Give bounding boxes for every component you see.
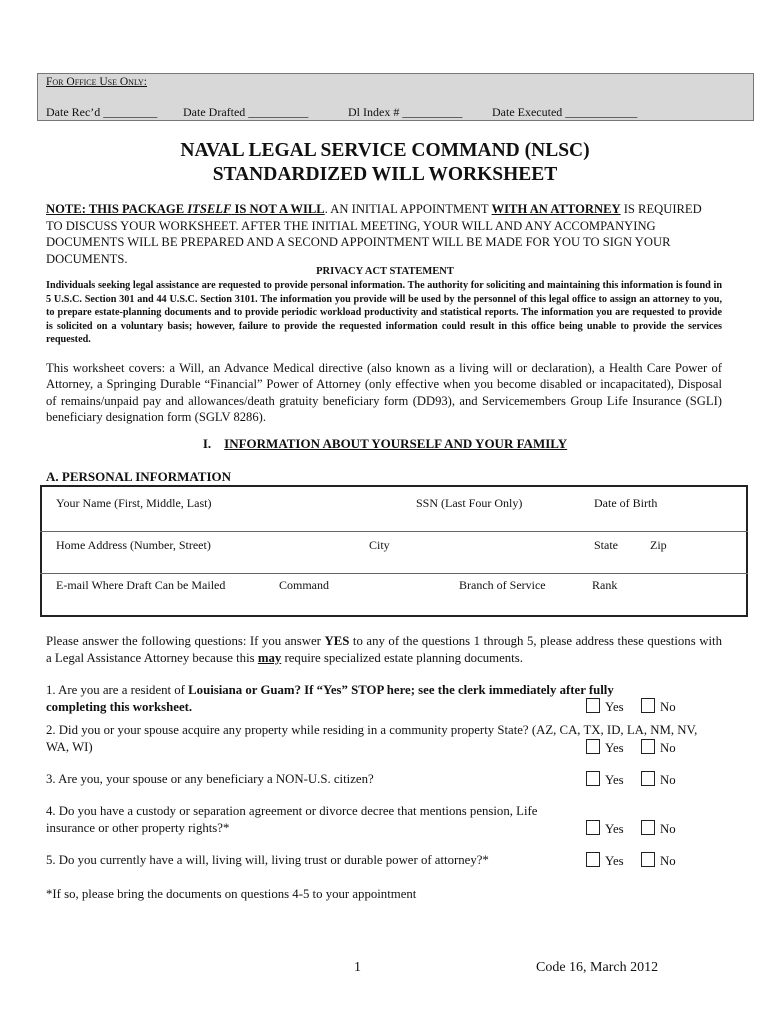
- q5-yes-checkbox[interactable]: [586, 852, 600, 867]
- q3-yes[interactable]: [586, 771, 624, 788]
- dob-field-label[interactable]: Date of Birth: [594, 496, 658, 510]
- no-label: No: [660, 741, 676, 755]
- page-number: 1: [354, 960, 361, 975]
- question-instructions: [46, 633, 722, 666]
- privacy-heading: PRIVACY ACT STATEMENT: [316, 266, 454, 277]
- question-4: 4. Do you have a custody or separation agreement or divorce decree that mentions pension, Life insurance or other property rights?*: [46, 804, 538, 835]
- instr-post: require specialized estate planning documents.: [281, 650, 523, 665]
- q4-no-checkbox[interactable]: [641, 820, 655, 835]
- branch-field-label[interactable]: Branch of Service: [459, 578, 546, 592]
- state-field-label[interactable]: State: [594, 538, 618, 552]
- yes-label: Yes: [605, 854, 624, 868]
- section-title: INFORMATION ABOUT YOURSELF AND YOUR FAMILY: [224, 436, 568, 451]
- q1-yes[interactable]: [586, 698, 624, 715]
- yes-label: Yes: [605, 773, 624, 787]
- q5-no-checkbox[interactable]: [641, 852, 655, 867]
- q2-no-checkbox[interactable]: [641, 739, 655, 754]
- no-label: No: [660, 822, 676, 836]
- q2-yes-checkbox[interactable]: [586, 739, 600, 754]
- note-with-attorney: WITH AN ATTORNEY: [491, 202, 621, 216]
- q3-no[interactable]: [641, 771, 676, 788]
- q4-yes[interactable]: [586, 820, 624, 837]
- instr-mid: to any of the questions 1 through 5, please address these questions with a Legal Assistance Attorney because this: [46, 634, 722, 665]
- form-code: Code 16, March 2012: [536, 960, 659, 975]
- ssn-field-label[interactable]: SSN (Last Four Only): [416, 496, 523, 510]
- row-divider: [40, 531, 748, 532]
- q3-no-checkbox[interactable]: [641, 771, 655, 786]
- question-2: 2. Did you or your spouse acquire any property while residing in a community property State? (AZ, CA, TX, ID, LA, NM, NV, WA, WI): [46, 723, 698, 754]
- q2-no[interactable]: [641, 739, 676, 756]
- question-3: 3. Are you, your spouse or any beneficiary a NON-U.S. citizen?: [46, 772, 374, 786]
- note-itself: ITSELF: [187, 202, 232, 216]
- no-label: No: [660, 773, 676, 787]
- privacy-statement: Individuals seeking legal assistance are requested to provide personal information. The authority for soliciting and maintaining this information is found in 5 U.S.C. Section 301 and 44 U.S.C. Section 3101. The information you provide will be used by the personnel of this legal office to assign an attorney to you, to prepare estate-planning documents and to provide periodic workload productivity and statistical reports. The information you are requested to provide is solicited on a voluntary basis; however, failure to provide the requested information could result in this office being unable to provide the services requested.: [46, 280, 722, 346]
- q1-text: 1. Are you are a resident of: [46, 683, 189, 697]
- instr-yes: YES: [324, 634, 350, 648]
- note-lead: NOTE: THIS PACKAGE: [46, 202, 188, 216]
- note-rest: IS REQUIRED TO DISCUSS YOUR WORKSHEET. AFTER THE INITIAL MEETING, YOUR WILL AND ANY ACCOMPANYING DOCUMENTS WILL BE PREPARED AND A SECOND APPOINTMENT WILL BE MADE FOR YOU TO SIGN YOUR DOCUMENTS.: [46, 202, 702, 266]
- row-divider: [40, 573, 748, 574]
- section-number: I.: [202, 436, 212, 451]
- question-5: 5. Do you currently have a will, living will, living trust or durable power of attorney?*: [46, 853, 489, 867]
- rank-field-label[interactable]: Rank: [592, 578, 618, 592]
- date-received-field[interactable]: Date Rec’d _________: [46, 105, 158, 119]
- office-use-title: For Office Use Only:: [46, 76, 148, 88]
- question-1: [46, 682, 676, 715]
- q4-no[interactable]: [641, 820, 676, 837]
- personal-info-subhead: A. PERSONAL INFORMATION: [46, 469, 232, 484]
- documents-footnote: *If so, please bring the documents on questions 4-5 to your appointment: [46, 887, 417, 901]
- q5-yes[interactable]: [586, 852, 624, 869]
- q3-yes-checkbox[interactable]: [586, 771, 600, 786]
- section-heading: [0, 436, 770, 452]
- instr-pre: Please answer the following questions: If you answer: [46, 634, 325, 648]
- q4-yes-checkbox[interactable]: [586, 820, 600, 835]
- date-executed-field[interactable]: Date Executed ____________: [492, 105, 638, 119]
- city-field-label[interactable]: City: [369, 538, 390, 552]
- email-field-label[interactable]: E-mail Where Draft Can be Mailed: [56, 578, 226, 592]
- address-field-label[interactable]: Home Address (Number, Street): [56, 538, 211, 552]
- note-mid: . AN INITIAL APPOINTMENT: [324, 202, 492, 216]
- command-field-label[interactable]: Command: [279, 578, 329, 592]
- zip-field-label[interactable]: Zip: [650, 538, 667, 552]
- yes-label: Yes: [605, 822, 624, 836]
- name-field-label[interactable]: Your Name (First, Middle, Last): [56, 496, 212, 510]
- dl-index-field[interactable]: Dl Index # __________: [348, 105, 463, 119]
- q1-bold: Louisiana or Guam? If “Yes” STOP here; see the clerk immediately after fully completing this worksheet.: [46, 683, 614, 714]
- no-label: No: [660, 700, 676, 714]
- page-title-line2: STANDARDIZED WILL WORKSHEET: [212, 164, 558, 185]
- date-drafted-field[interactable]: Date Drafted __________: [183, 105, 309, 119]
- note-not-will: IS NOT A WILL: [231, 202, 325, 216]
- instr-may: may: [257, 650, 282, 665]
- page-title-line1: NAVAL LEGAL SERVICE COMMAND (NLSC): [180, 140, 590, 161]
- q1-no[interactable]: [641, 698, 676, 715]
- q5-no[interactable]: [641, 852, 676, 869]
- yes-label: Yes: [605, 700, 624, 714]
- no-label: No: [660, 854, 676, 868]
- q1-yes-checkbox[interactable]: [586, 698, 600, 713]
- worksheet-covers: This worksheet covers: a Will, an Advance Medical directive (also known as a living will or declaration), a Health Care Power of Attorney, a Springing Durable “Financial” Power of Attorney (only effective when you become disabled or incapacitated), Disposal of remains/unpaid pay and allowances/death gratuity beneficiary form (DD93), and Servicemembers Group Life Insurance (SGLI) beneficiary designation form (SGLV 8286).: [46, 361, 722, 424]
- package-note: [46, 201, 710, 267]
- yes-label: Yes: [605, 741, 624, 755]
- q2-yes[interactable]: [586, 739, 624, 756]
- q1-no-checkbox[interactable]: [641, 698, 655, 713]
